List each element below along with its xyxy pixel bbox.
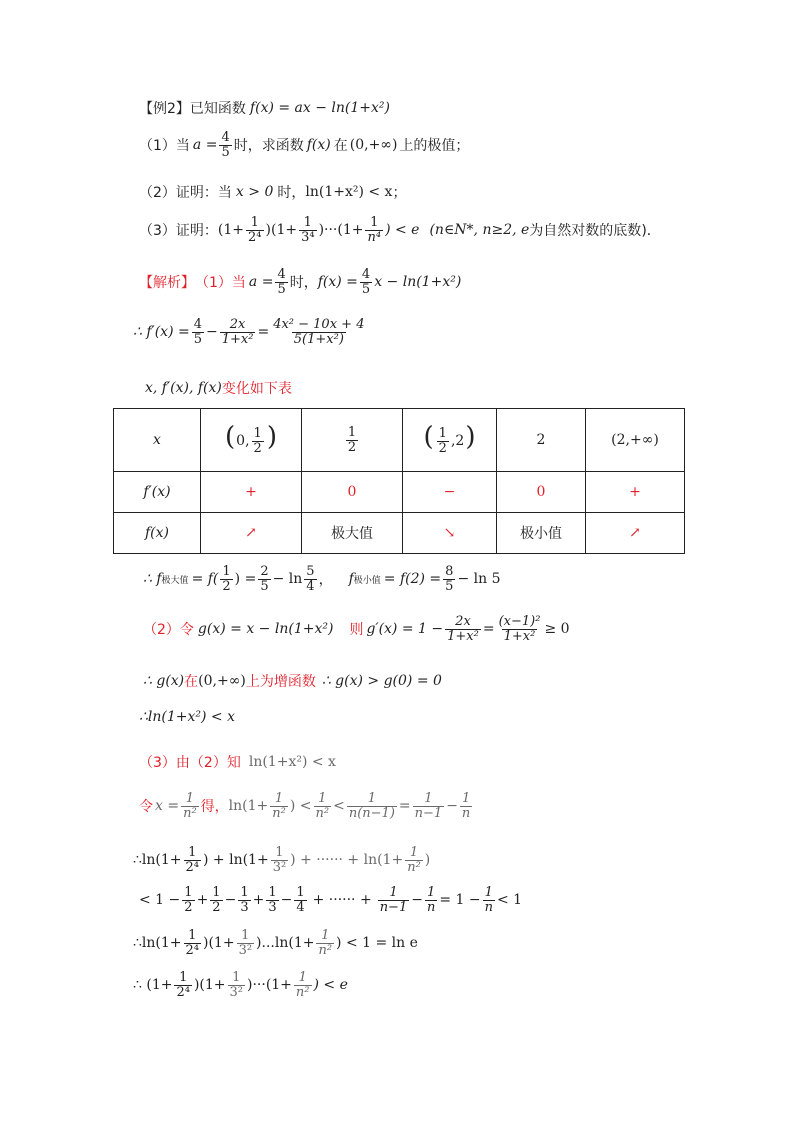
table-cell: 0 bbox=[497, 472, 586, 513]
fraction: $\frac{\text{4x² − 10x + 4}}{\text{5(1+x²)}}$ bbox=[273, 317, 365, 347]
text: 则 bbox=[349, 622, 364, 639]
math: = 1 − bbox=[439, 892, 481, 909]
math: + bbox=[252, 892, 265, 909]
math: ln(1+x²) < x bbox=[305, 184, 393, 200]
question-part-2 bbox=[139, 182, 406, 202]
fraction: $\frac{1}{\text{3²}}$ bbox=[229, 970, 243, 1000]
math: x, f′(x), f(x) bbox=[145, 380, 222, 396]
fraction: $\frac{1}{\text{n²}}$ bbox=[295, 970, 310, 1000]
math: ) = bbox=[234, 571, 257, 588]
math: f(x) bbox=[306, 137, 331, 154]
text: 当 bbox=[175, 138, 190, 155]
fraction-4-5: $\frac{4}{5}$ bbox=[193, 317, 202, 347]
text: 时， bbox=[277, 185, 306, 201]
table-cell: f(x) bbox=[114, 513, 201, 554]
text: ； bbox=[392, 185, 407, 201]
solution-sum-logs bbox=[133, 846, 430, 874]
math: ) < e bbox=[385, 222, 420, 239]
fraction: $\frac{1}{\text{2⁴}}$ bbox=[176, 970, 190, 1000]
math: ∴ln(1+ bbox=[133, 852, 182, 869]
fraction: $\frac{1}{\text{3⁴}}$ bbox=[301, 215, 315, 245]
text: 证明：当 bbox=[175, 185, 232, 201]
solution-conclusion-2 bbox=[139, 709, 235, 725]
increase-arrow: ↗ bbox=[586, 513, 685, 554]
fraction: $\frac{1}{\text{3²}}$ bbox=[272, 845, 287, 875]
table-cell: − bbox=[403, 472, 497, 513]
math: ) < bbox=[289, 798, 312, 815]
text: 上的极值； bbox=[399, 138, 470, 155]
solution-part-3 bbox=[139, 752, 336, 772]
math: (n∈N*, n≥2, e bbox=[429, 222, 530, 239]
text: 为自然对数的底数 bbox=[529, 223, 642, 240]
fraction: $\frac{1}{4}$ bbox=[296, 885, 305, 915]
solution-increasing bbox=[143, 671, 442, 691]
math: ∴ln(1+x²) < x bbox=[139, 709, 235, 725]
text: )． bbox=[641, 223, 661, 240]
part-number: （1） bbox=[139, 138, 176, 155]
math: )(1+ bbox=[193, 977, 226, 994]
example-title bbox=[139, 98, 390, 118]
math: ) < 1 = ln e bbox=[336, 935, 418, 952]
math: f bbox=[348, 571, 354, 588]
math: ) + ln(1+ bbox=[203, 852, 269, 869]
solution-label: 【解析】 bbox=[139, 275, 195, 292]
math: ) + ······ + ln(1+ bbox=[290, 852, 404, 869]
text: 由（2）知 bbox=[175, 755, 241, 771]
fraction: $\frac{1}{\text{n⁴}}$ bbox=[367, 215, 382, 245]
fraction: $\frac{2}{5}$ bbox=[260, 564, 269, 594]
example-label: 【例2】 bbox=[139, 101, 190, 117]
math: − bbox=[206, 324, 218, 341]
table-cell: (0, $\frac{1}{2}$ ) bbox=[201, 409, 302, 472]
math: ) < e bbox=[313, 977, 348, 994]
math: − ln bbox=[272, 571, 303, 588]
math: (1+ bbox=[217, 222, 245, 239]
math: f(x) = bbox=[317, 274, 358, 291]
math: x = bbox=[155, 798, 180, 815]
math: ∴ (1+ bbox=[133, 977, 173, 994]
fraction: $\frac{5}{4}$ bbox=[306, 564, 315, 594]
part-number: （3） bbox=[139, 223, 176, 240]
fraction: $\frac{1}{n-1}$ bbox=[379, 885, 408, 915]
fraction: $\frac{1}{\text{2⁴}}$ bbox=[185, 928, 199, 958]
fraction: $\frac{1}{\text{n²}}$ bbox=[318, 928, 333, 958]
text: 上为增函数 bbox=[245, 674, 316, 690]
table-cell: 极小值 bbox=[497, 513, 586, 554]
math: − ln 5 bbox=[457, 571, 501, 588]
math: ∴ f′(x) = bbox=[133, 324, 190, 341]
fraction: $\frac{1}{2}$ bbox=[212, 885, 221, 915]
math: = bbox=[482, 621, 495, 638]
fraction: $\frac{1}{\text{n²}}$ bbox=[407, 845, 421, 875]
part-number: （3） bbox=[139, 755, 176, 771]
table-row bbox=[114, 409, 685, 472]
solution-product-log bbox=[133, 929, 418, 957]
math: )(1+ bbox=[265, 222, 298, 239]
math: − bbox=[224, 892, 237, 909]
math: )···(1+ bbox=[247, 977, 292, 994]
fraction-4-5: $\frac{4}{5}$ bbox=[277, 267, 286, 297]
math: + bbox=[196, 892, 209, 909]
table-cell: 0 bbox=[302, 472, 403, 513]
fraction: $\frac{1}{n}$ bbox=[484, 885, 493, 915]
math: g(x) = x − ln(1+x²) bbox=[197, 621, 334, 638]
math: = f( bbox=[191, 571, 219, 588]
fraction: $\frac{1}{\text{3²}}$ bbox=[238, 928, 253, 958]
decrease-arrow: ↘ bbox=[403, 513, 497, 554]
math: )(1+ bbox=[203, 935, 235, 952]
part-number: （2） bbox=[139, 185, 176, 201]
math: a = bbox=[248, 274, 274, 291]
fraction: $\frac{2x}{\text{1+x²}}$ bbox=[447, 614, 479, 644]
fraction: $\frac{\text{(x−1)²}}{\text{1+x²}}$ bbox=[498, 614, 541, 644]
part-number: （1） bbox=[195, 275, 232, 292]
math: − bbox=[446, 798, 458, 815]
math: = bbox=[257, 324, 270, 341]
subscript: 极小值 bbox=[353, 575, 381, 586]
math: )...ln(1+ bbox=[256, 935, 315, 952]
text: 证明： bbox=[175, 223, 218, 240]
fraction: $\frac{1}{\text{n²}}$ bbox=[272, 791, 286, 821]
table-cell: 极大值 bbox=[302, 513, 403, 554]
math: = f(2) = bbox=[383, 571, 442, 588]
math: < 1 − bbox=[139, 892, 181, 909]
fraction: $\frac{2x}{\text{1+x²}}$ bbox=[221, 317, 254, 347]
math: + ······ + bbox=[312, 892, 372, 909]
example-function: f(x) = ax − ln(1+x²) bbox=[249, 100, 390, 116]
math: x − ln(1+x²) bbox=[374, 274, 462, 291]
text: ， bbox=[318, 572, 333, 589]
text: 在 bbox=[333, 138, 348, 155]
text: 当 bbox=[231, 275, 246, 292]
question-part-1 bbox=[139, 131, 469, 159]
solution-substitute bbox=[139, 792, 474, 820]
table-row bbox=[114, 472, 685, 513]
text: 时，求函数 bbox=[233, 138, 304, 155]
fraction: $\frac{1}{\text{2⁴}}$ bbox=[185, 845, 199, 875]
math: < bbox=[333, 798, 345, 815]
math: a = bbox=[192, 137, 218, 154]
math: − bbox=[411, 892, 423, 909]
math: x > 0 bbox=[235, 184, 274, 200]
table-intro bbox=[145, 378, 292, 398]
solution-line-1 bbox=[139, 268, 461, 296]
math: (0,+∞) bbox=[198, 673, 246, 689]
math: < 1 bbox=[497, 892, 523, 909]
math: − bbox=[280, 892, 293, 909]
math: = bbox=[398, 798, 411, 815]
table-cell: $\frac{1}{2}$ bbox=[302, 409, 403, 472]
subscript: 极大值 bbox=[161, 575, 189, 586]
math: ∴ f bbox=[143, 571, 162, 588]
fraction: $\frac{1}{\text{n²}}$ bbox=[315, 791, 330, 821]
solution-telescoping bbox=[139, 886, 522, 914]
math: ) bbox=[424, 852, 431, 869]
text: 令 bbox=[179, 622, 194, 639]
text: 令 bbox=[139, 799, 153, 816]
table-cell: f′(x) bbox=[114, 472, 201, 513]
variation-table bbox=[113, 408, 685, 554]
text: 得， bbox=[200, 799, 229, 816]
fraction: $\frac{8}{5}$ bbox=[445, 564, 454, 594]
solution-derivative bbox=[133, 318, 368, 346]
fraction: $\frac{1}{n(n-1)}$ bbox=[348, 791, 395, 821]
math: ∴ln(1+ bbox=[133, 935, 182, 952]
table-cell: + bbox=[201, 472, 302, 513]
math: ∴ g(x) > g(0) = 0 bbox=[321, 673, 442, 689]
fraction: $\frac{1}{2}$ bbox=[184, 885, 193, 915]
part-number: （2） bbox=[143, 622, 180, 639]
solution-part-2 bbox=[143, 615, 570, 643]
fraction-4-5: $\frac{4}{5}$ bbox=[361, 267, 371, 297]
extreme-values bbox=[143, 565, 500, 593]
text: 在 bbox=[184, 674, 199, 690]
fraction-4-5: $\frac{4}{5}$ bbox=[221, 130, 230, 160]
question-part-3 bbox=[139, 216, 661, 244]
example-intro: 已知函数 bbox=[189, 101, 246, 117]
fraction: $\frac{1}{n}$ bbox=[426, 885, 436, 915]
math: ≥ 0 bbox=[544, 621, 570, 638]
solution-final bbox=[133, 971, 348, 999]
math: )···(1+ bbox=[318, 222, 364, 239]
math: ln(1+x²) < x bbox=[248, 754, 336, 770]
fraction: $\frac{1}{\text{2⁴}}$ bbox=[248, 215, 262, 245]
fraction: $\frac{1}{\text{n²}}$ bbox=[183, 791, 197, 821]
table-cell: x bbox=[114, 409, 201, 472]
text: 时， bbox=[289, 275, 318, 292]
table-cell: ( $\frac{1}{2}$ ,2) bbox=[403, 409, 497, 472]
fraction: $\frac{1}{3}$ bbox=[240, 885, 249, 915]
math: (0,+∞) bbox=[349, 137, 398, 154]
table-cell: 2 bbox=[497, 409, 586, 472]
math: g′(x) = 1 − bbox=[366, 621, 444, 638]
table-cell: (2,+∞) bbox=[586, 409, 685, 472]
table-cell: + bbox=[586, 472, 685, 513]
math: ∴ g(x) bbox=[143, 673, 185, 689]
fraction: $\frac{1}{3}$ bbox=[268, 885, 277, 915]
increase-arrow: ↗ bbox=[201, 513, 302, 554]
fraction: $\frac{1}{n}$ bbox=[461, 791, 471, 821]
text: 变化如下表 bbox=[221, 381, 292, 397]
table-row bbox=[114, 513, 685, 554]
fraction: $\frac{1}{2}$ bbox=[222, 564, 231, 594]
math: ln(1+ bbox=[228, 798, 269, 815]
fraction: $\frac{1}{n-1}$ bbox=[414, 791, 443, 821]
